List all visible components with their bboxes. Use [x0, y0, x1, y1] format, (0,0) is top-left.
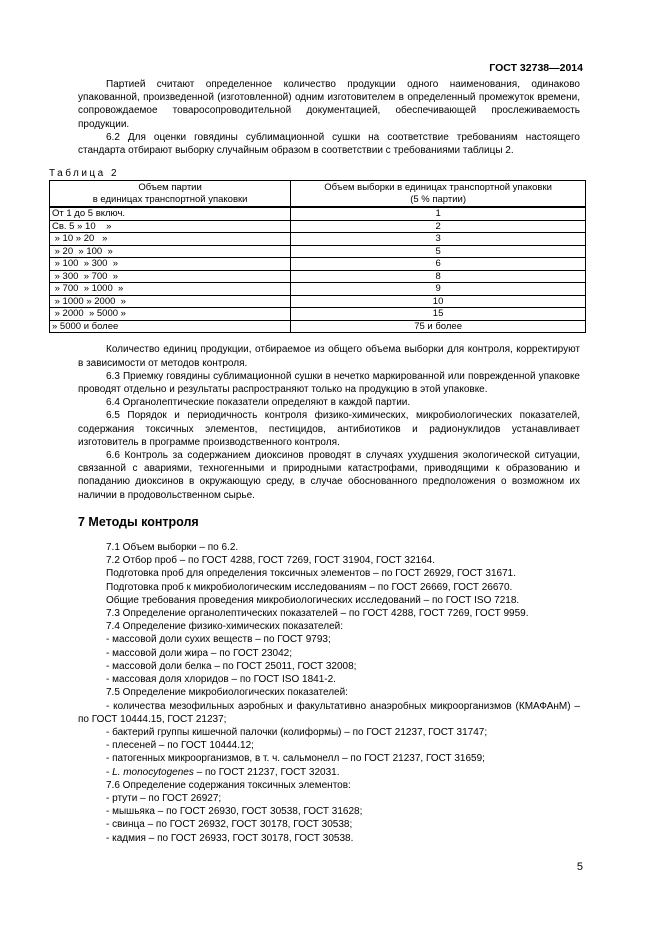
physchem-item: - массовой доли сухих веществ – по ГОСТ 9793;: [106, 634, 331, 646]
toxic-title: 7.6 Определение содержания токсичных элементов:: [106, 779, 351, 791]
clause-6-4: 6.4 Органолептические показатели определяют в каждой партии.: [106, 397, 411, 409]
lot-volume-cell: » 300 » 700 »: [50, 270, 291, 283]
col-lot-volume-header-line2: в единицах транспортной упаковки: [92, 193, 248, 205]
sample-volume-cell: 3: [291, 233, 586, 246]
listeria-species: L. monocytogenes: [112, 766, 194, 778]
micro-kmafanm: - количества мезофильных аэробных и факультативно анаэробных микроорганизмов (КМАФАнМ) – по ГОСТ 10444.15, ГОСТ 21237;: [78, 700, 580, 725]
listeria-dash: -: [106, 766, 113, 778]
clause-6-2: 6.2 Для оценки говядины сублимационной сушки на соответствие требованиям настоящего стандарта отбирают выборку случайным образом в соответствии с требованиями таблицы 2.: [78, 131, 580, 157]
toxic-item: - свинца – по ГОСТ 26932, ГОСТ 30178, ГОСТ 30538;: [106, 819, 353, 831]
micro-item: - патогенных микроорганизмов, в т. ч. сальмонелл – по ГОСТ 21237, ГОСТ 31659;: [106, 753, 485, 765]
section-7-body: [78, 541, 580, 845]
physchem-item: - массовой доли белка – по ГОСТ 25011, ГОСТ 32008;: [106, 660, 357, 672]
table-row: [50, 245, 586, 258]
sample-volume-cell: 75 и более: [291, 320, 586, 333]
page-header-standard: ГОСТ 32738—2014: [489, 62, 583, 74]
col-lot-volume-header: [50, 181, 291, 208]
lot-volume-cell: » 10 » 20 »: [50, 233, 291, 246]
table-row: [50, 270, 586, 283]
lot-definition: Партией считают определенное количество продукции одного наименования, одинаково упакованной, произведенной (изготовленной) одним изготовителем в определенный промежуток времени, сопровождаемое товаросопроводительной документацией, обеспечивающей прослеживаемость продукции.: [78, 79, 580, 130]
sample-volume-cell: 15: [291, 308, 586, 321]
table-row: [50, 233, 586, 246]
sample-adjustment-note: Количество единиц продукции, отбираемое из общего объема выборки для контроля, корректируют в зависимости от методов контроля.: [78, 344, 580, 369]
method-line: Общие требования проведения микробиологических исследований – по ГОСТ ISO 7218.: [106, 594, 520, 606]
physchem-item: - массовая доля хлоридов – по ГОСТ ISO 1841-2.: [106, 674, 336, 686]
page-content: [49, 78, 580, 845]
lot-volume-cell: » 100 » 300 »: [50, 258, 291, 271]
method-line: Подготовка проб для определения токсичных элементов – по ГОСТ 26929, ГОСТ 31671.: [106, 568, 516, 580]
table-caption: Таблица 2: [49, 168, 120, 180]
toxic-item: - мышьяка – по ГОСТ 26930, ГОСТ 30538, ГОСТ 31628;: [106, 806, 363, 818]
sample-volume-cell: 10: [291, 295, 586, 308]
sample-volume-cell: 8: [291, 270, 586, 283]
sample-volume-cell: 2: [291, 220, 586, 233]
method-line: 7.4 Определение физико-химических показателей:: [106, 621, 344, 633]
lot-volume-cell: » 1000 » 2000 »: [50, 295, 291, 308]
sample-volume-cell: 9: [291, 283, 586, 296]
table-row: [50, 258, 586, 271]
col-sample-volume-header-line1: Объем выборки в единицах транспортной упаковки: [324, 182, 552, 194]
toxic-item: - ртути – по ГОСТ 26927;: [106, 792, 222, 804]
table-row: [50, 220, 586, 233]
toxic-item: - кадмия – по ГОСТ 26933, ГОСТ 30178, ГОСТ 30538.: [106, 832, 354, 844]
table-row: [50, 308, 586, 321]
clause-6-3: 6.3 Приемку говядины сублимационной сушки в нечетко маркированной или поврежденной упаковке проводят отдельно и результаты распространяют только на продукцию в этой упаковке.: [78, 370, 580, 396]
method-line: 7.1 Объем выборки – по 6.2.: [106, 542, 239, 554]
method-line: Подготовка проб к микробиологическим исследованиям – по ГОСТ 26669, ГОСТ 26670.: [106, 581, 513, 593]
section-7-title: 7 Методы контроля: [78, 514, 199, 529]
page-number: 5: [576, 861, 583, 873]
col-sample-volume-header: [291, 181, 586, 208]
method-line: 7.3 Определение органолептических показателей – по ГОСТ 4288, ГОСТ 7269, ГОСТ 9959.: [106, 608, 529, 620]
clause-6-5: 6.5 Порядок и периодичность контроля физико-химических, микробиологических показателей, содержания токсичных элементов, пестицидов, антибиотиков и радионуклидов устанавливает изготовитель в программе производственного контроля.: [78, 410, 580, 448]
lot-volume-cell: » 2000 » 5000 »: [50, 308, 291, 321]
micro-listeria: [78, 766, 580, 779]
table-row: [50, 320, 586, 333]
lot-volume-cell: » 20 » 100 »: [50, 245, 291, 258]
physchem-item: - массовой доли жира – по ГОСТ 23042;: [106, 647, 292, 659]
lot-volume-cell: » 700 » 1000 »: [50, 283, 291, 296]
table-row: [50, 283, 586, 296]
col-lot-volume-header-line1: Объем партии: [138, 182, 202, 194]
clauses-6-3-to-6-6: [78, 343, 580, 501]
table-row: [50, 207, 586, 220]
sample-volume-cell: 6: [291, 258, 586, 271]
sample-volume-cell: 1: [291, 207, 586, 220]
table-header-row: [50, 181, 586, 208]
micro-item: - бактерий группы кишечной палочки (колиформы) – по ГОСТ 21237, ГОСТ 31747;: [106, 726, 488, 738]
listeria-methods: – по ГОСТ 21237, ГОСТ 32031.: [193, 766, 340, 778]
micro-title: 7.5 Определение микробиологических показателей:: [106, 687, 348, 699]
sample-volume-cell: 5: [291, 245, 586, 258]
table-row: [50, 295, 586, 308]
col-sample-volume-header-line2: (5 % партии): [410, 193, 466, 205]
method-line: 7.2 Отбор проб – по ГОСТ 4288, ГОСТ 7269, ГОСТ 31904, ГОСТ 32164.: [106, 555, 435, 567]
lot-volume-cell: » 5000 и более: [50, 320, 291, 333]
lot-volume-cell: От 1 до 5 включ.: [50, 207, 291, 220]
micro-item: - плесеней – по ГОСТ 10444.12;: [106, 740, 254, 752]
clause-6-6: 6.6 Контроль за содержанием диоксинов проводят в случаях ухудшения экологической ситуации, связанной с авариями, техногенными и природными катастрофами, приводящими к образованию и попаданию диоксинов в окружающую среду, в случае обоснованного предположения о возможном их наличии в продовольственном сырье.: [78, 450, 580, 501]
lot-volume-cell: Св. 5 » 10 »: [50, 220, 291, 233]
sampling-table: [49, 180, 586, 333]
